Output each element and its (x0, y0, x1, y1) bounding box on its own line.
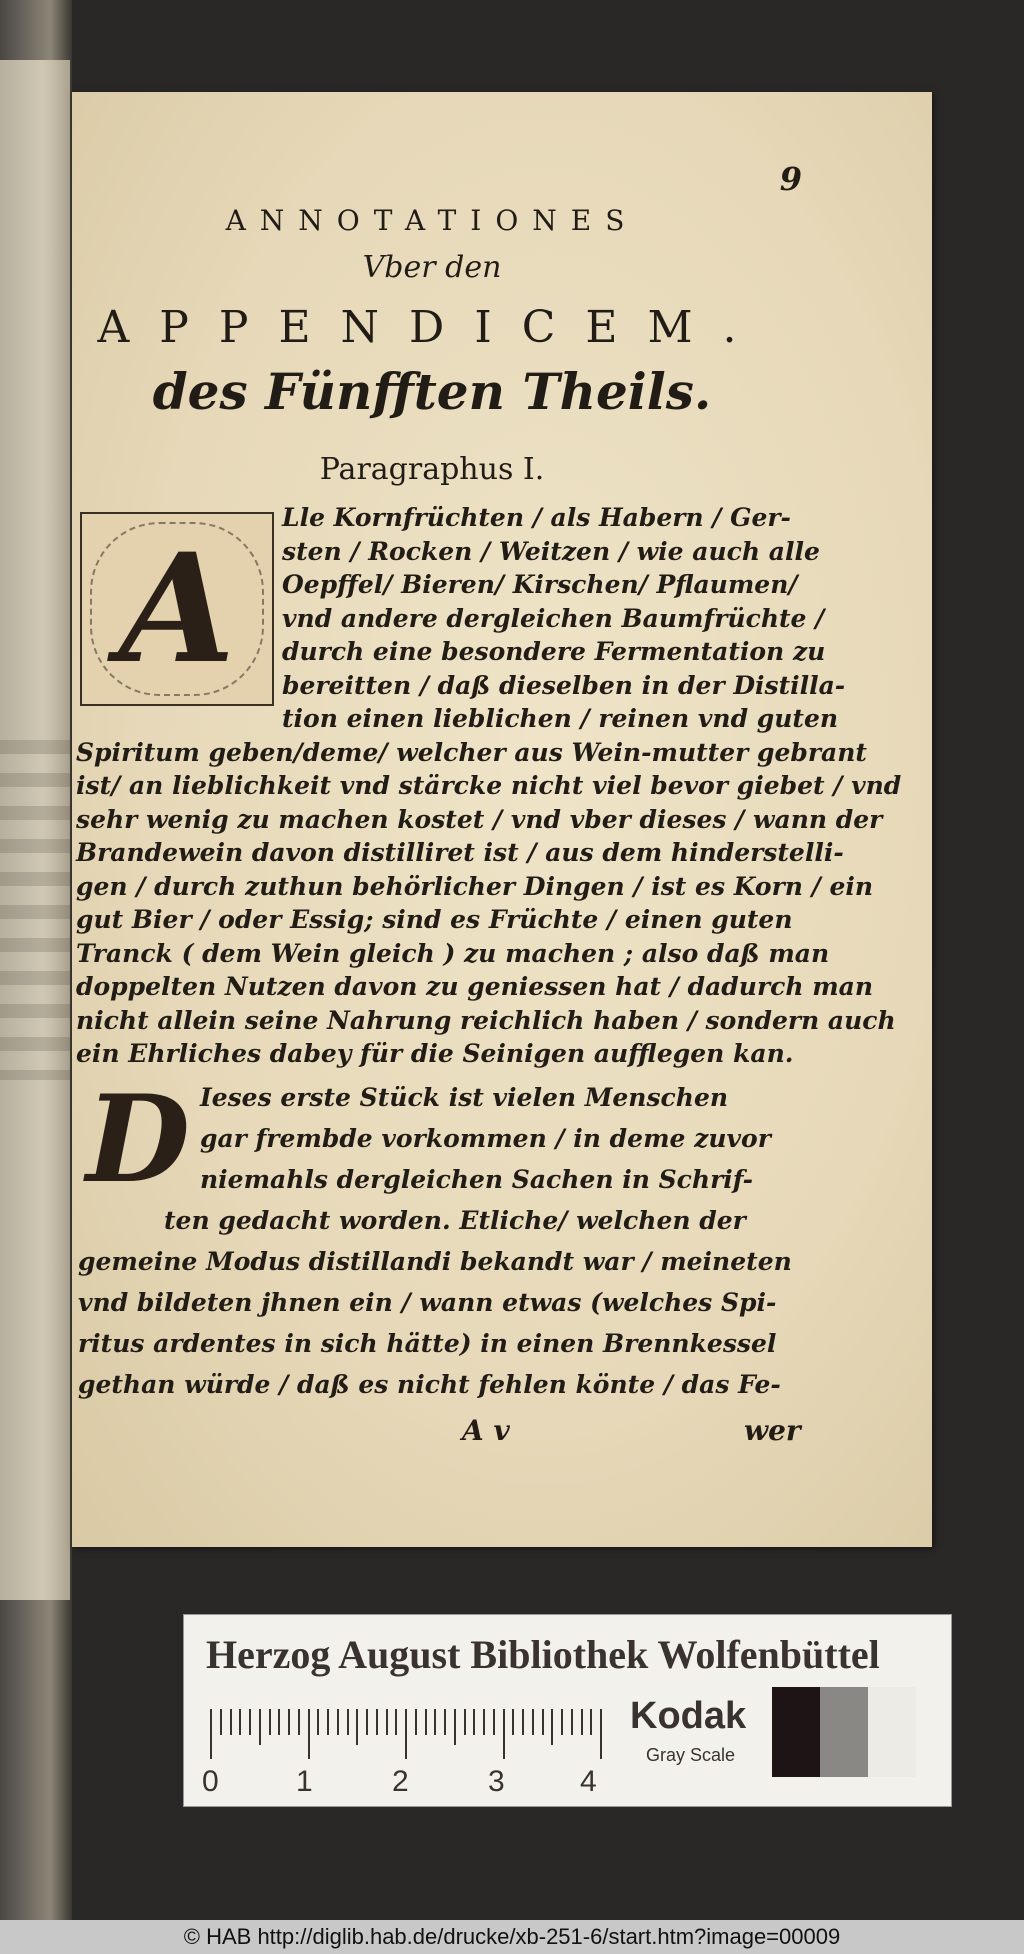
text-line: ein Ehrliches dabey für die Seinigen aufflegen kan. (76, 1039, 794, 1068)
ruler-tick (395, 1709, 397, 1735)
ruler-tick (415, 1709, 417, 1735)
ruler-tick (347, 1709, 349, 1735)
ruler-tick (571, 1709, 573, 1735)
ruler-tick (590, 1709, 592, 1735)
text-line: bereitten / daß dieselben in der Distilla- (282, 670, 846, 700)
ruler-tick (376, 1709, 378, 1735)
signature-mark: A v (462, 1414, 510, 1447)
gray-swatch-black (772, 1687, 820, 1777)
text-line: vnd andere dergleichen Baumfrüchte / (282, 603, 825, 633)
heading-appendicem: APPENDICEM. (97, 302, 767, 353)
heading-paragraphus: Paragraphus I. (319, 452, 545, 487)
text-line: sehr wenig zu machen kostet / vnd vber dieses / wann der (76, 804, 883, 834)
heading-annotationes: ANNOTATIONES (225, 204, 639, 237)
text-line: Ieses erste Stück ist vielen Menschen (200, 1083, 729, 1112)
ruler-number: 3 (488, 1765, 505, 1798)
ruler-tick (434, 1709, 436, 1735)
ruler-number: 2 (392, 1765, 409, 1798)
measurement-ruler (210, 1709, 610, 1759)
ruler-tick (444, 1709, 446, 1735)
text-line: Brandewein davon distilliret ist / aus dem hinderstelli- (76, 838, 844, 867)
ruler-number: 4 (580, 1765, 597, 1798)
ruler-tick (581, 1709, 583, 1735)
text-line: ist/ an lieblichkeit vnd stärcke nicht viel bevor giebet / vnd (76, 771, 902, 800)
heading-fuenfften-theils: des Fünfften Theils. (152, 362, 712, 421)
ruler-tick (503, 1709, 505, 1759)
gray-scale-label: Gray Scale (646, 1745, 736, 1765)
text-line: tion einen lieblichen / reinen vnd guten (282, 704, 839, 733)
ruler-number: 1 (296, 1765, 313, 1798)
ruler-tick (356, 1709, 358, 1745)
ruler-tick (493, 1709, 495, 1735)
ruler-tick (288, 1709, 290, 1735)
show-through-text (0, 740, 70, 1080)
ruler-tick (249, 1709, 251, 1735)
text-line: Oepffel/ Bieren/ Kirschen/ Pflaumen/ (282, 570, 798, 599)
text-line: gemeine Modus distillandi bekandt war / meineten (78, 1247, 792, 1276)
catchword: wer (744, 1414, 801, 1447)
text-line: doppelten Nutzen davon zu geniessen hat / dadurch man (76, 972, 874, 1001)
ruler-tick (512, 1709, 514, 1735)
ruler-tick (483, 1709, 485, 1735)
text-line: gar frembde vorkommen / in deme zuvor (200, 1124, 771, 1153)
text-line: vnd bildeten jhnen ein / wann etwas (welches Spi- (78, 1288, 777, 1317)
ruler-tick (532, 1709, 534, 1735)
ruler-number: 0 (202, 1765, 219, 1798)
text-line: gut Bier / oder Essig; sind es Früchte / einen guten (76, 905, 793, 934)
ruler-tick (298, 1709, 300, 1735)
ruler-tick (239, 1709, 241, 1735)
text-line: ten gedacht worden. Etliche/ welchen der (164, 1206, 746, 1235)
kodak-logo: Kodak (630, 1695, 747, 1737)
ruler-tick (210, 1709, 212, 1759)
initial-letter: A (118, 521, 236, 697)
ruler-tick (366, 1709, 368, 1735)
ruler-tick (220, 1709, 222, 1735)
ruler-tick (542, 1709, 544, 1735)
text-line: gethan würde / daß es nicht fehlen könte / das Fe- (78, 1370, 781, 1399)
ruler-tick (464, 1709, 466, 1735)
library-name: Herzog August Bibliothek Wolfenbüttel (206, 1632, 880, 1677)
ruler-tick (308, 1709, 310, 1759)
ruler-tick (327, 1709, 329, 1735)
text-line: sten / Rocken / Weitzen / wie auch alle (282, 536, 820, 566)
initial-letter-d: D (85, 1069, 191, 1210)
ruler-tick (473, 1709, 475, 1735)
ruler-tick (337, 1709, 339, 1735)
text-line: nicht allein seine Nahrung reichlich haben / sondern auch (76, 1005, 896, 1035)
ruler-tick (278, 1709, 280, 1735)
copyright-footer: © HAB http://diglib.hab.de/drucke/xb-251-6/start.htm?image=00009 (0, 1920, 1024, 1954)
gray-swatch-white (868, 1687, 916, 1777)
text-line: gen / durch zuthun behörlicher Dingen / ist es Korn / ein (76, 871, 874, 901)
decorated-initial (80, 512, 274, 706)
ruler-tick (269, 1709, 271, 1735)
decorated-initial-d (78, 1069, 198, 1210)
ruler-tick (317, 1709, 319, 1735)
heading-vber-den: Vber den (362, 250, 502, 285)
book-page (72, 92, 932, 1547)
ruler-tick (425, 1709, 427, 1735)
text-line: ritus ardentes in sich hätte) in einen Brennkessel (78, 1329, 777, 1358)
ruler-tick (386, 1709, 388, 1735)
ruler-tick (600, 1709, 602, 1759)
ruler-tick (405, 1709, 407, 1759)
ruler-tick (454, 1709, 456, 1745)
text-line: Tranck ( dem Wein gleich ) zu machen ; also daß man (76, 938, 830, 968)
gray-swatch-mid (820, 1687, 868, 1777)
color-reference-card (183, 1614, 952, 1807)
ruler-tick (551, 1709, 553, 1745)
text-line: niemahls dergleichen Sachen in Schrif- (200, 1165, 753, 1194)
text-line: durch eine besondere Fermentation zu (282, 637, 826, 666)
ruler-tick (230, 1709, 232, 1735)
page-number: 9 (779, 160, 802, 198)
ruler-tick (522, 1709, 524, 1735)
ruler-tick (561, 1709, 563, 1735)
text-line: Lle Kornfrüchten / als Habern / Ger- (282, 503, 791, 532)
ruler-tick (259, 1709, 261, 1745)
text-line: Spiritum geben/deme/ welcher aus Wein-mutter gebrant (76, 737, 867, 767)
